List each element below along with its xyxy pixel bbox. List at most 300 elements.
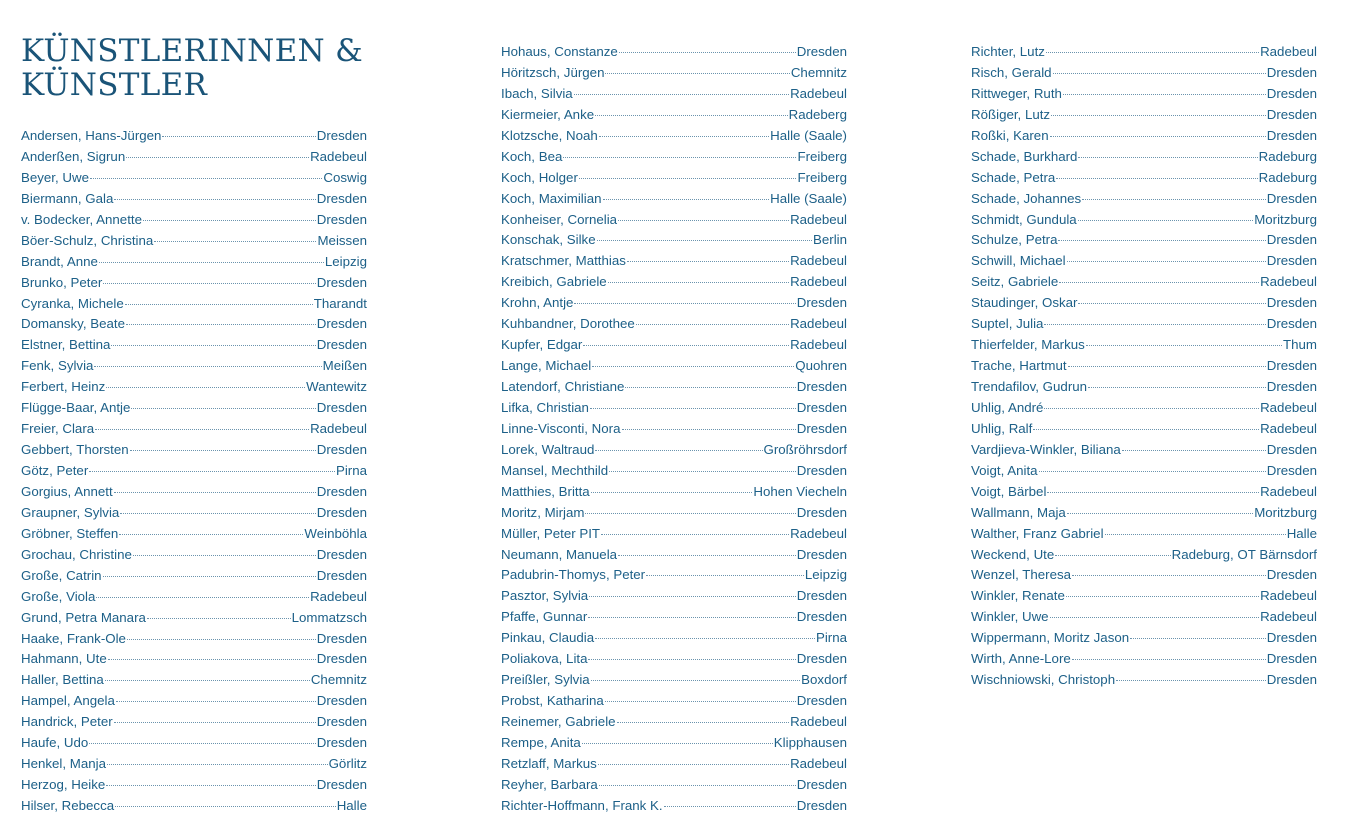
artist-name: Biermann, Gala xyxy=(21,190,114,206)
artist-city: Quohren xyxy=(795,358,847,374)
artist-name: Pfaffe, Gunnar xyxy=(501,609,588,625)
artist-entry xyxy=(501,274,847,295)
artist-city: Radebeul xyxy=(310,148,367,164)
artist-city: Dresden xyxy=(316,483,367,499)
artist-name: Freier, Clara xyxy=(21,421,95,437)
dot-leader xyxy=(1082,199,1266,200)
artist-name: Koch, Holger xyxy=(501,169,578,185)
artist-entry xyxy=(971,128,1317,149)
dot-leader xyxy=(95,429,309,430)
artist-name: Fenk, Sylvia xyxy=(21,358,94,374)
artist-entry xyxy=(21,693,367,714)
artist-name: Trache, Hartmut xyxy=(971,358,1067,374)
artist-name: Ibach, Silvia xyxy=(501,85,573,101)
dot-leader xyxy=(1086,345,1282,346)
artist-city: Radebeul xyxy=(790,211,847,227)
dot-leader xyxy=(103,576,316,577)
dot-leader xyxy=(147,618,291,619)
artist-entry xyxy=(21,421,367,442)
artist-entry xyxy=(21,631,367,652)
artist-city: Radeberg xyxy=(788,106,847,122)
dot-leader xyxy=(618,555,796,556)
artist-city: Dresden xyxy=(316,211,367,227)
artist-entry xyxy=(501,777,847,798)
artist-entry xyxy=(501,253,847,274)
dot-leader xyxy=(125,304,313,305)
artist-name: Lorek, Waltraud xyxy=(501,441,595,457)
dot-leader xyxy=(646,575,804,576)
artist-name: Mansel, Mechthild xyxy=(501,462,609,478)
dot-leader xyxy=(103,283,315,284)
dot-leader xyxy=(126,324,316,325)
artist-entry xyxy=(501,337,847,358)
dot-leader xyxy=(605,73,789,74)
page-title-line-2: KÜNSTLER xyxy=(21,67,208,103)
dot-leader xyxy=(115,806,336,807)
artist-entry xyxy=(21,505,367,526)
dot-leader xyxy=(589,596,796,597)
dot-leader xyxy=(617,722,790,723)
artist-name: Graupner, Sylvia xyxy=(21,504,120,520)
artist-name: Schade, Petra xyxy=(971,169,1056,185)
dot-leader xyxy=(608,282,789,283)
artist-city: Dresden xyxy=(1266,358,1317,374)
artist-city: Dresden xyxy=(796,399,847,415)
artist-entry xyxy=(21,170,367,191)
artist-name: Handrick, Peter xyxy=(21,714,113,730)
artist-name: Seitz, Gabriele xyxy=(971,274,1059,290)
dot-leader xyxy=(1078,303,1265,304)
artist-entry xyxy=(21,735,367,756)
artist-entry xyxy=(21,296,367,317)
artist-name: Winkler, Renate xyxy=(971,588,1065,604)
artist-city: Radebeul xyxy=(1260,420,1317,436)
artist-name: Suptel, Julia xyxy=(971,316,1044,332)
artist-entry xyxy=(971,149,1317,170)
artist-name: Schwill, Michael xyxy=(971,253,1066,269)
artist-name: Ferbert, Heinz xyxy=(21,379,106,395)
artist-name: Richter, Lutz xyxy=(971,44,1045,59)
dot-leader xyxy=(1066,596,1259,597)
dot-leader xyxy=(90,178,322,179)
dot-leader xyxy=(120,513,315,514)
artist-name: Kuhbandner, Dorothee xyxy=(501,316,635,332)
artist-name: Winkler, Uwe xyxy=(971,609,1049,625)
artist-entry xyxy=(21,526,367,547)
dot-leader xyxy=(1050,617,1259,618)
artist-city: Halle (Saale) xyxy=(770,190,847,206)
dot-leader xyxy=(595,638,815,639)
dot-leader xyxy=(603,199,770,200)
artist-name: Konheiser, Cornelia xyxy=(501,211,618,227)
dot-leader xyxy=(1047,492,1259,493)
artist-entry xyxy=(501,526,847,547)
dot-leader xyxy=(636,324,789,325)
artist-entry xyxy=(971,379,1317,400)
artist-name: Grund, Petra Manara xyxy=(21,609,146,625)
artist-city: Dresden xyxy=(1266,630,1317,646)
artist-name: Staudinger, Oskar xyxy=(971,295,1078,311)
dot-leader xyxy=(1053,73,1266,74)
dot-leader xyxy=(585,513,795,514)
artist-entry xyxy=(21,358,367,379)
artist-city: Dresden xyxy=(796,546,847,562)
artist-city: Radeburg, OT Bärnsdorf xyxy=(1171,546,1317,562)
dot-leader xyxy=(1039,471,1266,472)
dot-leader xyxy=(94,366,321,367)
artist-city: Pirna xyxy=(335,463,367,478)
dot-leader xyxy=(1059,282,1259,283)
dot-leader xyxy=(595,450,762,451)
artist-city: Radebeul xyxy=(790,85,847,101)
artist-name: Große, Viola xyxy=(21,588,96,604)
artist-name: Uhlig, André xyxy=(971,399,1044,415)
artist-city: Lommatzsch xyxy=(291,609,367,625)
dot-leader xyxy=(127,639,316,640)
artist-entry xyxy=(501,756,847,777)
artist-city: Dresden xyxy=(796,504,847,520)
artist-entry xyxy=(21,651,367,672)
artist-entry xyxy=(971,86,1317,107)
artist-city: Dresden xyxy=(1266,567,1317,583)
artist-city: Meissen xyxy=(317,232,367,248)
artist-name: Uhlig, Ralf xyxy=(971,420,1033,436)
artist-entry xyxy=(501,442,847,463)
artist-city: Berlin xyxy=(813,232,847,248)
artist-name: Hilser, Rebecca xyxy=(21,798,115,813)
artist-entry xyxy=(21,337,367,358)
artist-city: Radeburg xyxy=(1258,148,1317,164)
artist-entry xyxy=(971,400,1317,421)
artist-name: Reinemer, Gabriele xyxy=(501,714,616,729)
artist-entry xyxy=(501,232,847,253)
artist-entry xyxy=(501,567,847,588)
artist-entry xyxy=(971,170,1317,191)
artist-entry xyxy=(971,567,1317,588)
artist-city: Dresden xyxy=(1266,379,1317,394)
artist-entry xyxy=(21,568,367,589)
artist-city: Radebeul xyxy=(790,253,847,269)
artist-name: Walther, Franz Gabriel xyxy=(971,525,1104,541)
artist-name: Hohaus, Constanze xyxy=(501,44,618,59)
artist-city: Radebeul xyxy=(790,274,847,290)
artist-name: Reyher, Barbara xyxy=(501,776,598,792)
artist-name: Grochau, Christine xyxy=(21,546,132,562)
artist-city: Dresden xyxy=(1266,232,1317,248)
artist-city: Chemnitz xyxy=(790,64,847,80)
artist-entry xyxy=(21,547,367,568)
artist-city: Dresden xyxy=(1266,651,1317,667)
artist-city: Dresden xyxy=(1266,316,1317,332)
artist-name: Müller, Peter PIT xyxy=(501,525,601,541)
artist-name: Hampel, Angela xyxy=(21,693,115,709)
dot-leader xyxy=(1068,366,1266,367)
artist-entry xyxy=(501,86,847,107)
dot-leader xyxy=(99,262,324,263)
dot-leader xyxy=(625,387,795,388)
artist-city: Boxdorf xyxy=(801,672,847,688)
artist-entry xyxy=(501,672,847,693)
artist-name: Vardjieva-Winkler, Biliana xyxy=(971,441,1121,457)
artist-city: Halle (Saale) xyxy=(770,127,847,143)
artist-city: Freiberg xyxy=(797,169,847,185)
artist-city: Dresden xyxy=(316,735,367,751)
artist-city: Großröhrsdorf xyxy=(763,441,847,457)
artist-name: Wirth, Anne-Lore xyxy=(971,651,1071,667)
artist-entry xyxy=(21,379,367,400)
dot-leader xyxy=(1063,94,1266,95)
artist-entry xyxy=(501,630,847,651)
artist-city: Radebeul xyxy=(1260,609,1317,625)
artist-city: Leipzig xyxy=(804,567,847,583)
artist-name: Elstner, Bettina xyxy=(21,337,111,353)
artist-city: Moritzburg xyxy=(1254,211,1317,227)
dot-leader xyxy=(1072,659,1266,660)
dot-leader xyxy=(1051,115,1266,116)
artist-city: Dresden xyxy=(316,546,367,562)
artist-city: Moritzburg xyxy=(1254,504,1317,520)
artist-entry xyxy=(501,484,847,505)
artist-name: Gorgius, Annett xyxy=(21,483,113,499)
artist-name: Preißler, Sylvia xyxy=(501,672,590,688)
dot-leader xyxy=(131,408,315,409)
artist-name: Pinkau, Claudia xyxy=(501,630,595,646)
artist-name: Rittweger, Ruth xyxy=(971,85,1062,101)
dot-leader xyxy=(1044,408,1259,409)
dot-leader xyxy=(574,94,789,95)
artist-name: Neumann, Manuela xyxy=(501,546,618,562)
dot-leader xyxy=(1046,52,1259,53)
artist-entry xyxy=(971,526,1317,547)
artist-name: Weckend, Ute xyxy=(971,546,1055,562)
artist-city: Dresden xyxy=(1266,106,1317,122)
artist-name: Cyranka, Michele xyxy=(21,295,124,311)
dot-leader xyxy=(106,387,305,388)
artist-entry xyxy=(971,65,1317,86)
artist-city: Dresden xyxy=(1266,672,1317,688)
artist-name: Koch, Maximilian xyxy=(501,190,602,206)
artist-entry xyxy=(971,505,1317,526)
artist-name: Anderßen, Sigrun xyxy=(21,148,126,164)
artist-entry xyxy=(971,421,1317,442)
artist-name: Padubrin-Thomys, Peter xyxy=(501,567,646,583)
artist-name: Schade, Johannes xyxy=(971,190,1082,206)
dot-leader xyxy=(599,785,796,786)
dot-leader xyxy=(106,785,315,786)
artist-name: Thierfelder, Markus xyxy=(971,337,1085,353)
artist-entry xyxy=(501,379,847,400)
artist-city: Dresden xyxy=(1266,64,1317,80)
artist-name: Moritz, Mirjam xyxy=(501,504,585,520)
artist-name: Böer-Schulz, Christina xyxy=(21,232,154,248)
artist-entry xyxy=(21,400,367,421)
dot-leader xyxy=(1055,555,1170,556)
artist-city: Radebeul xyxy=(1260,483,1317,499)
artist-entry xyxy=(21,316,367,337)
artist-city: Dresden xyxy=(796,693,847,709)
artist-city: Hohen Viecheln xyxy=(753,483,847,499)
artist-entry xyxy=(501,358,847,379)
dot-leader xyxy=(105,680,310,681)
artist-name: Kupfer, Edgar xyxy=(501,337,583,353)
dot-leader xyxy=(119,534,303,535)
artist-entry xyxy=(971,337,1317,358)
artist-entry xyxy=(21,254,367,275)
dot-leader xyxy=(619,52,796,53)
artist-city: Dresden xyxy=(316,693,367,709)
artist-city: Dresden xyxy=(316,400,367,416)
artist-entry xyxy=(501,651,847,672)
artist-city: Dresden xyxy=(1266,295,1317,311)
artist-name: Koch, Bea xyxy=(501,148,563,164)
artist-city: Radebeul xyxy=(1260,588,1317,604)
artist-entry xyxy=(501,212,847,233)
artist-name: Lange, Michael xyxy=(501,358,592,374)
dot-leader xyxy=(114,199,315,200)
dot-leader xyxy=(1056,178,1257,179)
artist-name: Schulze, Petra xyxy=(971,232,1058,248)
artist-entry xyxy=(971,295,1317,316)
dot-leader xyxy=(130,450,316,451)
artist-city: Radeburg xyxy=(1258,169,1317,185)
artist-city: Dresden xyxy=(1266,441,1317,457)
artist-city: Meißen xyxy=(322,358,367,374)
dot-leader xyxy=(588,659,795,660)
dot-leader xyxy=(89,471,335,472)
artist-city: Leipzig xyxy=(324,253,367,269)
artist-name: Krohn, Antje xyxy=(501,295,574,311)
artist-name: Brunko, Peter xyxy=(21,274,103,290)
artist-name: Pasztor, Sylvia xyxy=(501,588,589,604)
artist-city: Dresden xyxy=(316,504,367,520)
artist-entry xyxy=(971,547,1317,568)
artist-city: Dresden xyxy=(796,379,847,394)
artist-name: Flügge-Baar, Antje xyxy=(21,400,131,416)
artist-city: Dresden xyxy=(796,44,847,59)
artist-name: Risch, Gerald xyxy=(971,64,1052,80)
dot-leader xyxy=(143,220,316,221)
dot-leader xyxy=(1130,638,1266,639)
artist-entry xyxy=(971,672,1317,693)
dot-leader xyxy=(89,743,315,744)
artist-entry xyxy=(501,128,847,149)
artist-name: Roßki, Karen xyxy=(971,127,1049,143)
dot-leader xyxy=(618,220,789,221)
dot-leader xyxy=(1067,261,1266,262)
artist-name: Andersen, Hans-Jürgen xyxy=(21,128,162,143)
dot-leader xyxy=(595,115,787,116)
artist-name: Lifka, Christian xyxy=(501,399,589,415)
artist-entry xyxy=(501,798,847,819)
dot-leader xyxy=(1116,680,1266,681)
artist-city: Radebeul xyxy=(790,337,847,353)
dot-leader xyxy=(599,136,769,137)
artist-name: Rößiger, Lutz xyxy=(971,106,1051,122)
artist-city: Dresden xyxy=(316,651,367,667)
artist-city: Dresden xyxy=(1266,85,1317,101)
artist-entry xyxy=(21,777,367,798)
artist-city: Radebeul xyxy=(1260,399,1317,415)
dot-leader xyxy=(1058,240,1265,241)
dot-leader xyxy=(588,617,795,618)
artist-city: Dresden xyxy=(316,337,367,353)
artist-city: Dresden xyxy=(796,295,847,311)
artist-name: Domansky, Beate xyxy=(21,316,125,332)
artist-name: Konschak, Silke xyxy=(501,232,596,248)
dot-leader xyxy=(1050,136,1266,137)
artist-name: Kratschmer, Matthias xyxy=(501,253,626,269)
artist-city: Wantewitz xyxy=(306,379,367,395)
artist-name: Große, Catrin xyxy=(21,567,102,583)
artist-entry xyxy=(971,358,1317,379)
artist-city: Dresden xyxy=(796,797,847,813)
artist-list-column-1 xyxy=(21,128,367,819)
artist-name: Höritzsch, Jürgen xyxy=(501,64,605,80)
dot-leader xyxy=(114,722,316,723)
artist-entry xyxy=(501,714,847,735)
artist-city: Freiberg xyxy=(797,148,847,164)
dot-leader xyxy=(108,659,316,660)
artist-name: Herzog, Heike xyxy=(21,777,106,793)
artist-name: Gebbert, Thorsten xyxy=(21,442,129,458)
dot-leader xyxy=(591,492,753,493)
artist-entry xyxy=(971,609,1317,630)
artist-entry xyxy=(21,463,367,484)
artist-city: Dresden xyxy=(316,316,367,332)
artist-city: Dresden xyxy=(1266,190,1317,206)
artist-entry xyxy=(21,212,367,233)
dot-leader xyxy=(582,743,773,744)
dot-leader xyxy=(107,764,328,765)
artist-entry xyxy=(501,693,847,714)
artist-entry xyxy=(21,672,367,693)
artist-city: Thum xyxy=(1283,337,1317,353)
artist-name: Kiermeier, Anke xyxy=(501,106,595,122)
artist-city: Dresden xyxy=(796,651,847,667)
artist-entry xyxy=(971,588,1317,609)
artist-name: Brandt, Anne xyxy=(21,253,98,269)
artist-entry xyxy=(971,191,1317,212)
dot-leader xyxy=(133,555,316,556)
artist-entry xyxy=(501,149,847,170)
dot-leader xyxy=(1033,429,1259,430)
artist-entry xyxy=(971,107,1317,128)
artist-city: Dresden xyxy=(316,567,367,583)
artist-city: Dresden xyxy=(796,609,847,625)
artist-city: Radebeul xyxy=(790,316,847,332)
artist-entry xyxy=(501,44,847,65)
dot-leader xyxy=(1105,534,1286,535)
artist-entry xyxy=(971,253,1317,274)
page-title xyxy=(21,34,363,102)
artist-name: Haufe, Udo xyxy=(21,735,89,751)
dot-leader xyxy=(563,157,796,158)
artist-city: Radebeul xyxy=(310,421,367,437)
artist-entry xyxy=(501,463,847,484)
artist-entry xyxy=(971,463,1317,484)
artist-city: Dresden xyxy=(796,776,847,792)
dot-leader xyxy=(579,178,797,179)
artist-entry xyxy=(21,128,367,149)
artist-city: Dresden xyxy=(1266,127,1317,143)
dot-leader xyxy=(114,492,316,493)
artist-city: Dresden xyxy=(1266,253,1317,269)
artist-name: Wippermann, Moritz Jason xyxy=(971,630,1130,646)
artist-name: Wallmann, Maja xyxy=(971,504,1066,520)
dot-leader xyxy=(597,240,812,241)
dot-leader xyxy=(126,157,309,158)
artist-entry xyxy=(21,275,367,296)
